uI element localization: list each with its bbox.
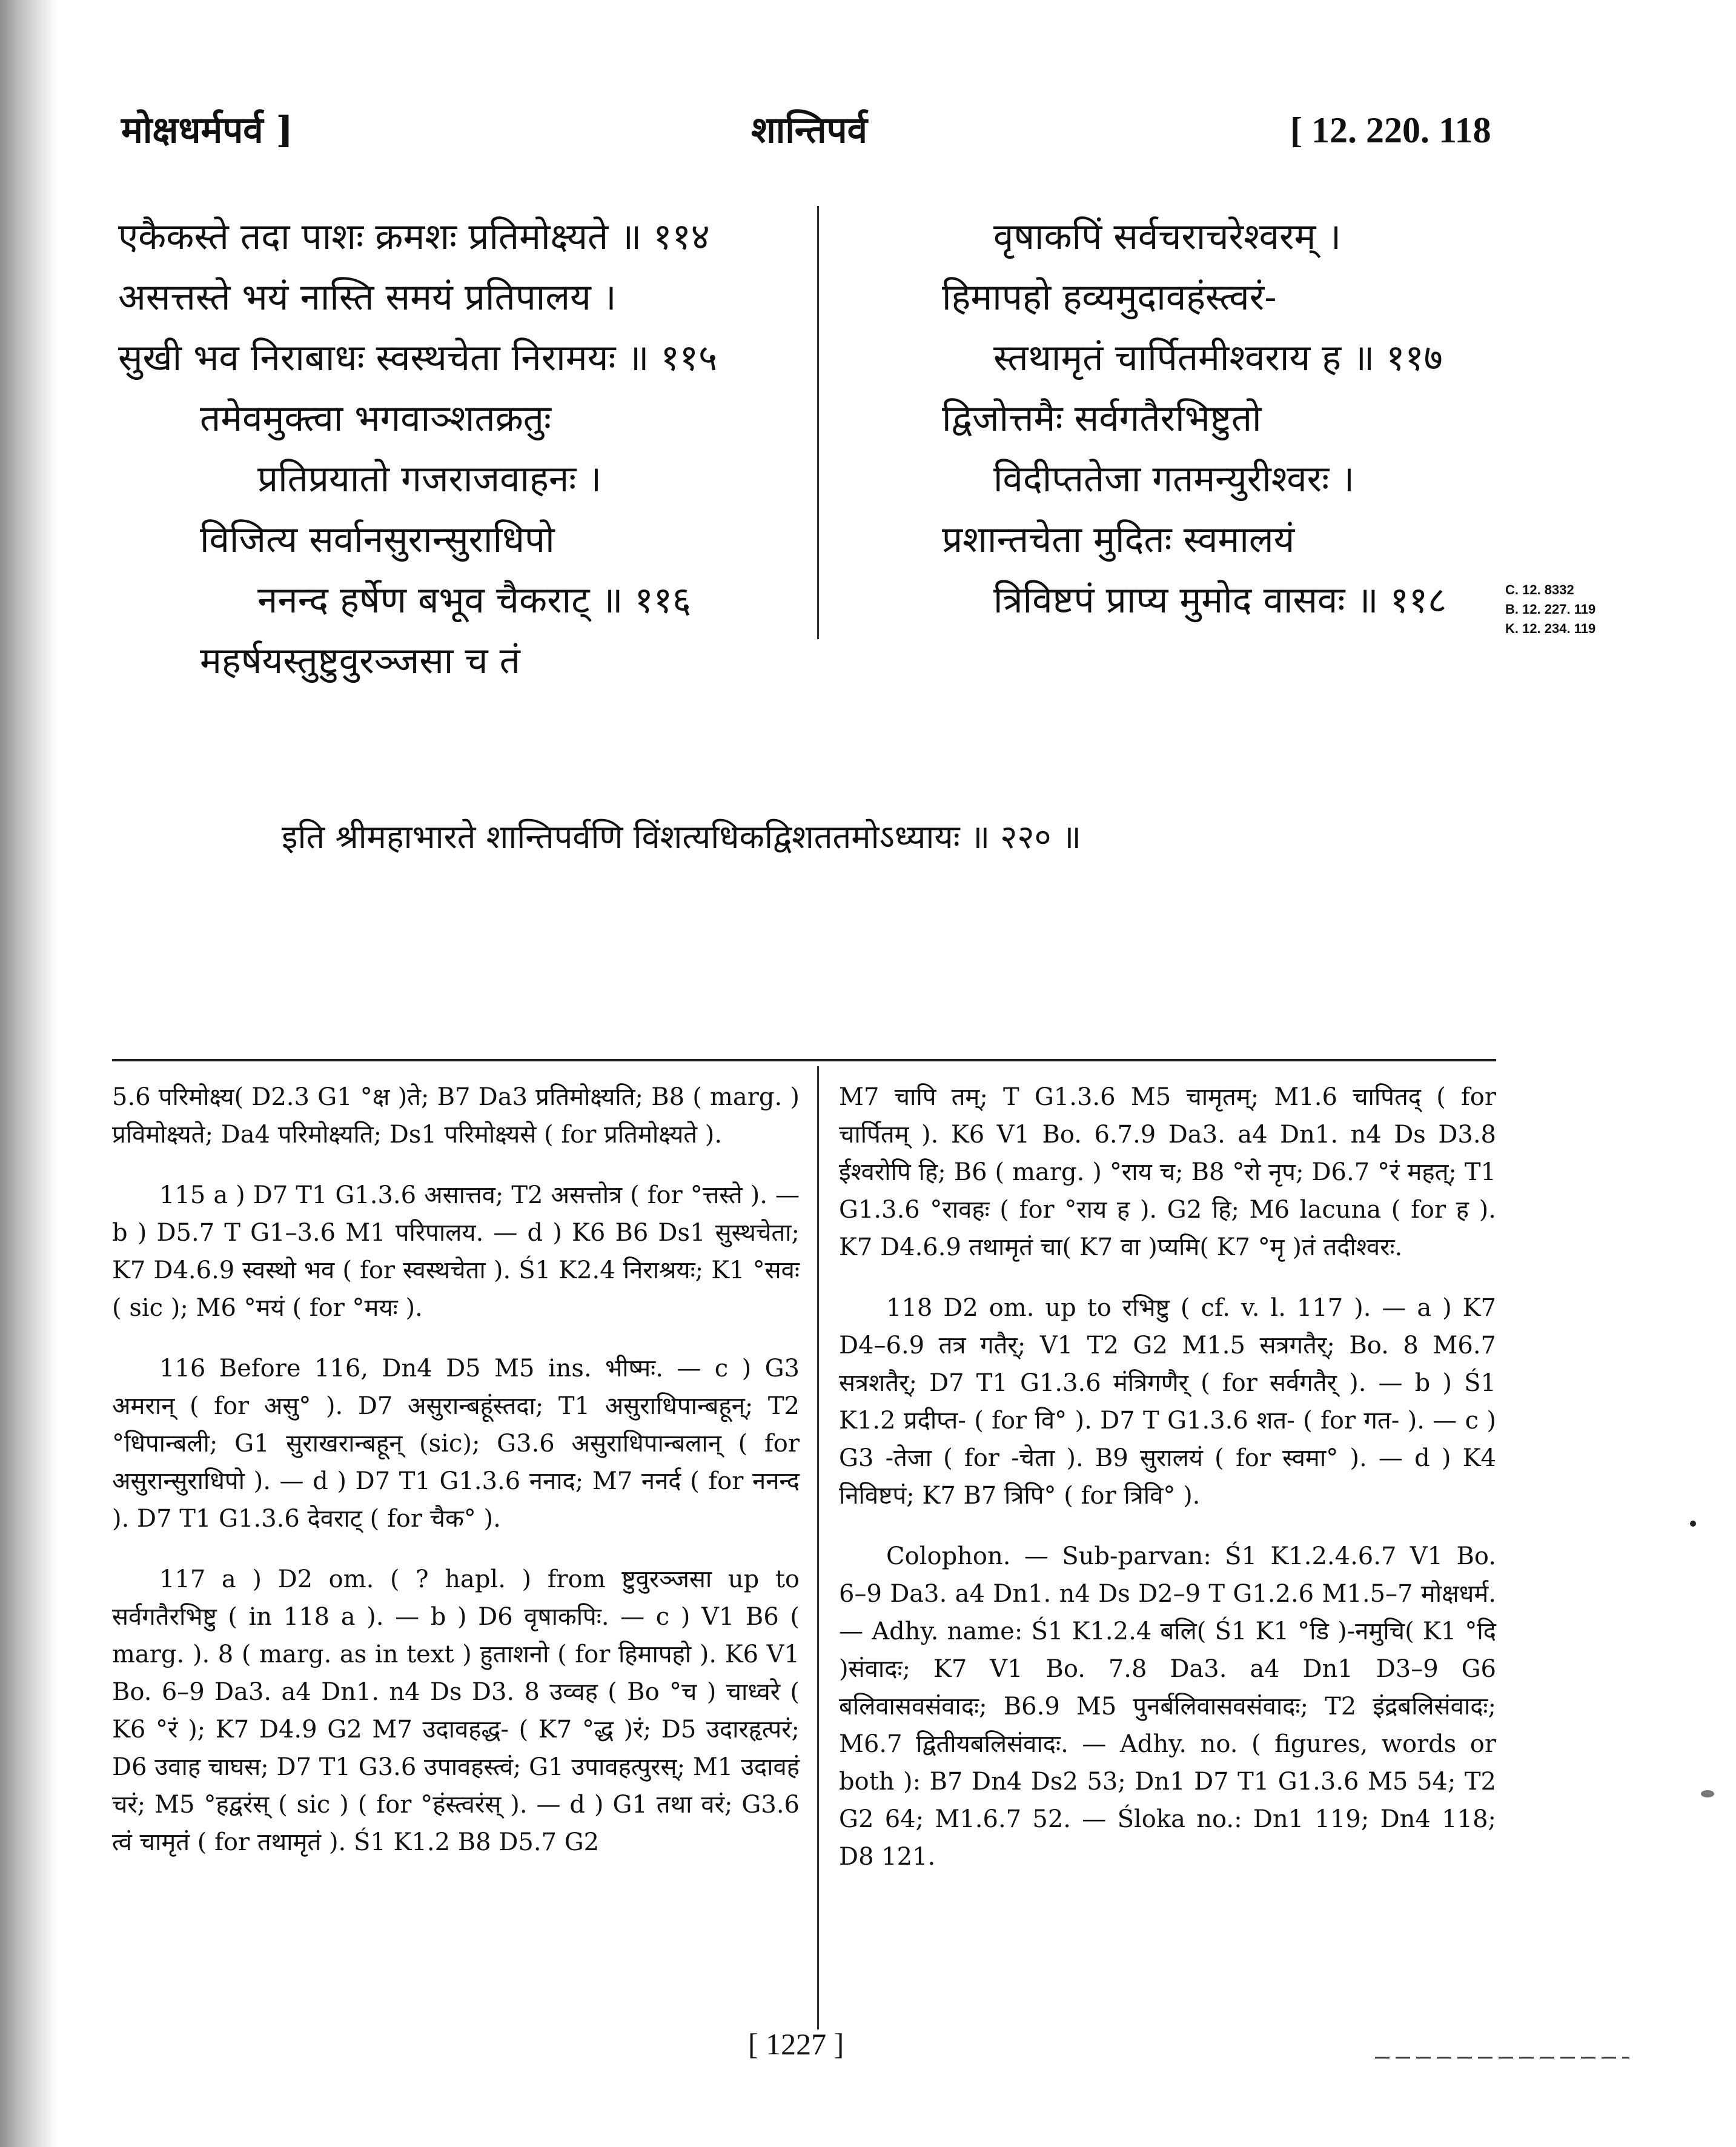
scan-speck	[1690, 1521, 1696, 1527]
verse-line: सुखी भव निराबाधः स्वस्थचेता निरामयः ॥ ११५	[118, 337, 718, 379]
chapter-colophon: इति श्रीमहाभारते शान्तिपर्वणि विंशत्यधिकद्विशततमोऽध्यायः ॥ २२० ॥	[282, 818, 1082, 856]
page-number: [ 1227 ]	[748, 2027, 844, 2061]
running-header-reference: [ 12. 220. 118	[1290, 110, 1491, 150]
verse-line: विदीप्ततेजा गतमन्युरीश्वरः ।	[993, 458, 1355, 500]
concordance-bombay: B. 12. 227. 119	[1505, 601, 1596, 617]
verse-line: द्विजोत्तमैः सर्वगतैरभिष्टुतो	[942, 397, 1262, 440]
verse-line: एकैकस्ते तदा पाशः क्रमशः प्रतिमोक्ष्यते ॥ ११४	[118, 216, 710, 258]
critical-apparatus-right-column	[839, 1078, 1496, 1899]
running-header-title: शान्तिपर्व	[751, 109, 867, 151]
scan-shadow-edge	[0, 0, 58, 2147]
verse-line: विजित्य सर्वानसुरान्सुराधिपो	[200, 519, 555, 561]
concordance-calcutta: C. 12. 8332	[1505, 582, 1574, 597]
verse-line: प्रतिप्रयातो गजराजवाहनः ।	[257, 458, 602, 500]
footnote-entry: 115 a ) D7 T1 G1.3.6 असात्तव; T2 असत्तोत्र ( for °त्तस्ते ). — b ) D5.7 T G1–3.6 M1 परिपालय. — d ) K6 B6 Ds1 सुस्थचेता; K7 D4.6.9 स्वस्थो भव ( for स्वस्थचेता ). Ś1 K2.4 निराश्रयः; K1 °सवः ( sic ); M6 °मयं ( for °मयः ).	[112, 1181, 800, 1322]
footnote-separator-rule	[112, 1059, 1496, 1061]
verse-line: वृषाकपिं सर्वचराचरेश्वरम् ।	[993, 216, 1342, 258]
running-header-left: मोक्षधर्मपर्व ]	[121, 109, 293, 151]
verse-line: तमेवमुक्त्वा भगवाञ्शतक्रतुः	[200, 397, 552, 440]
scan-artifact-mark	[1375, 2057, 1629, 2059]
verse-line: महर्षयस्तुष्टुवुरञ्जसा च तं	[200, 640, 520, 682]
footnote-entry: Colophon. — Sub-parvan: Ś1 K1.2.4.6.7 V1 Bo. 6–9 Da3. a4 Dn1. n4 Ds D2–9 T G1.2.6 M1.5–7 मोक्षधर्म. — Adhy. name: Ś1 K1.2.4 बलि( Ś1 K1 °डि )-नमुचि( K1 °दि )संवादः; K7 V1 Bo. 7.8 Da3. a4 Dn1 D3–9 G6 बलिवासवसंवादः; B6.9 M5 पुनर्बलिवासवसंवादः; T2 इंद्रबलिसंवादः; M6.7 द्वितीयबलिसंवादः. — Adhy. no. ( figures, words or both ): B7 Dn4 Ds2 53; Dn1 D7 T1 G1.3.6 M5 54; T2 G2 64; M1.6.7 52. — Śloka no.: Dn1 119; Dn4 118; D8 121.	[839, 1542, 1496, 1871]
footnote-entry: 5.6 परिमोक्ष्य( D2.3 G1 °क्ष )ते; B7 Da3 प्रतिमोक्ष्यति; B8 ( marg. ) प्रविमोक्ष्यते; Da4 परिमोक्ष्यति; Ds1 परिमोक्ष्यसे ( for प्रतिमोक्ष्यते ).	[112, 1083, 800, 1149]
footnote-entry: 118 D2 om. up to रभिष्टु ( cf. v. l. 117 ). — a ) K7 D4–6.9 तत्र गतैर्; V1 T2 G2 M1.5 सत्रगतैर्; Bo. 8 M6.7 सत्रशतैर्; D7 T1 G1.3.6 मंत्रिगणैर् ( for सर्वगतैर् ). — b ) Ś1 K1.2 प्रदीप्त- ( for वि° ). D7 T G1.3.6 शत- ( for गत- ). — c ) G3 -तेजा ( for -चेता ). B9 सुरालयं ( for स्वमा° ). — d ) K4 निविष्टपं; K7 B7 त्रिपि° ( for त्रिवि° ).	[839, 1294, 1496, 1510]
verse-line: प्रशान्तचेता मुदितः स्वमालयं	[942, 519, 1295, 561]
footnote-entry: M7 चापि तम्; T G1.3.6 M5 चामृतम्; M1.6 चापितद् ( for चार्पितम् ). K6 V1 Bo. 6.7.9 Da3. a4 Dn1. n4 Ds D3.8 ईश्वरोपि हि; B6 ( marg. ) °राय च; B8 °रो नृप; D6.7 °रं महत्; T1 G1.3.6 °रावहः ( for °राय ह ). G2 हि; M6 lacuna ( for ह ). K7 D4.6.9 तथामृतं चा( K7 वा )प्यमि( K7 °मृ )तं तदीश्वरः.	[839, 1083, 1496, 1261]
verse-line: स्तथामृतं चार्पितमीश्वराय ह ॥ ११७	[993, 337, 1443, 379]
critical-apparatus-left-column	[112, 1078, 800, 1884]
verse-line: ननन्द हर्षेण बभूव चैकराट् ॥ ११६	[257, 579, 692, 622]
verse-line: हिमापहो हव्यमुदावहंस्त्वरं-	[942, 276, 1277, 319]
footnote-entry: 117 a ) D2 om. ( ? hapl. ) from ष्टुवुरञ्जसा up to सर्वगतैरभिष्टु ( in 118 a ). — b ) D6 वृषाकपिः. — c ) V1 B6 ( marg. ). 8 ( marg. as in text ) हुताशनो ( for हिमापहो ). K6 V1 Bo. 6–9 Da3. a4 Dn1. n4 Ds D3. 8 उव्वह ( Bo °च ) चाध्वरे ( K6 °रं ); K7 D4.9 G2 M7 उदावहद्ध- ( K7 °द्ध )रं; D5 उदारहृत्परं; D6 उवाह चाघस; D7 T1 G3.6 उपावहस्त्वं; G1 उपावहत्पुरस्; M1 उदावहं चरं; M5 °हद्वरंस् ( sic ) ( for °हंस्त्वरंस् ). — d ) G1 तथा वरं; G3.6 त्वं चामृतं ( for तथामृतं ). Ś1 K1.2 B8 D5.7 G2	[112, 1565, 800, 1856]
edition-concordance	[1505, 580, 1595, 639]
footnote-column-divider	[817, 1066, 819, 2029]
verse-line: असत्तस्ते भयं नास्ति समयं प्रतिपालय ।	[118, 276, 617, 319]
scan-speck	[1701, 1790, 1714, 1797]
footnote-entry: 116 Before 116, Dn4 D5 M5 ins. भीष्मः. — c ) G3 अमरान् ( for असु° ). D7 असुरान्बहूंस्तदा; T1 असुराधिपान्बहून्; T2 °धिपान्बली; G1 सुराखरान्बहून् (sic); G3.6 असुराधिपान्बलान् ( for असुरान्सुराधिपो ). — d ) D7 T1 G1.3.6 ननाद; M7 ननर्द ( for ननन्द ). D7 T1 G1.3.6 देवराट् ( for चैक° ).	[112, 1355, 800, 1533]
verse-line: त्रिविष्टपं प्राप्य मुमोद वासवः ॥ ११८	[993, 579, 1447, 622]
verse-column-divider	[817, 206, 819, 639]
concordance-kumbhakonam: K. 12. 234. 119	[1505, 620, 1596, 636]
